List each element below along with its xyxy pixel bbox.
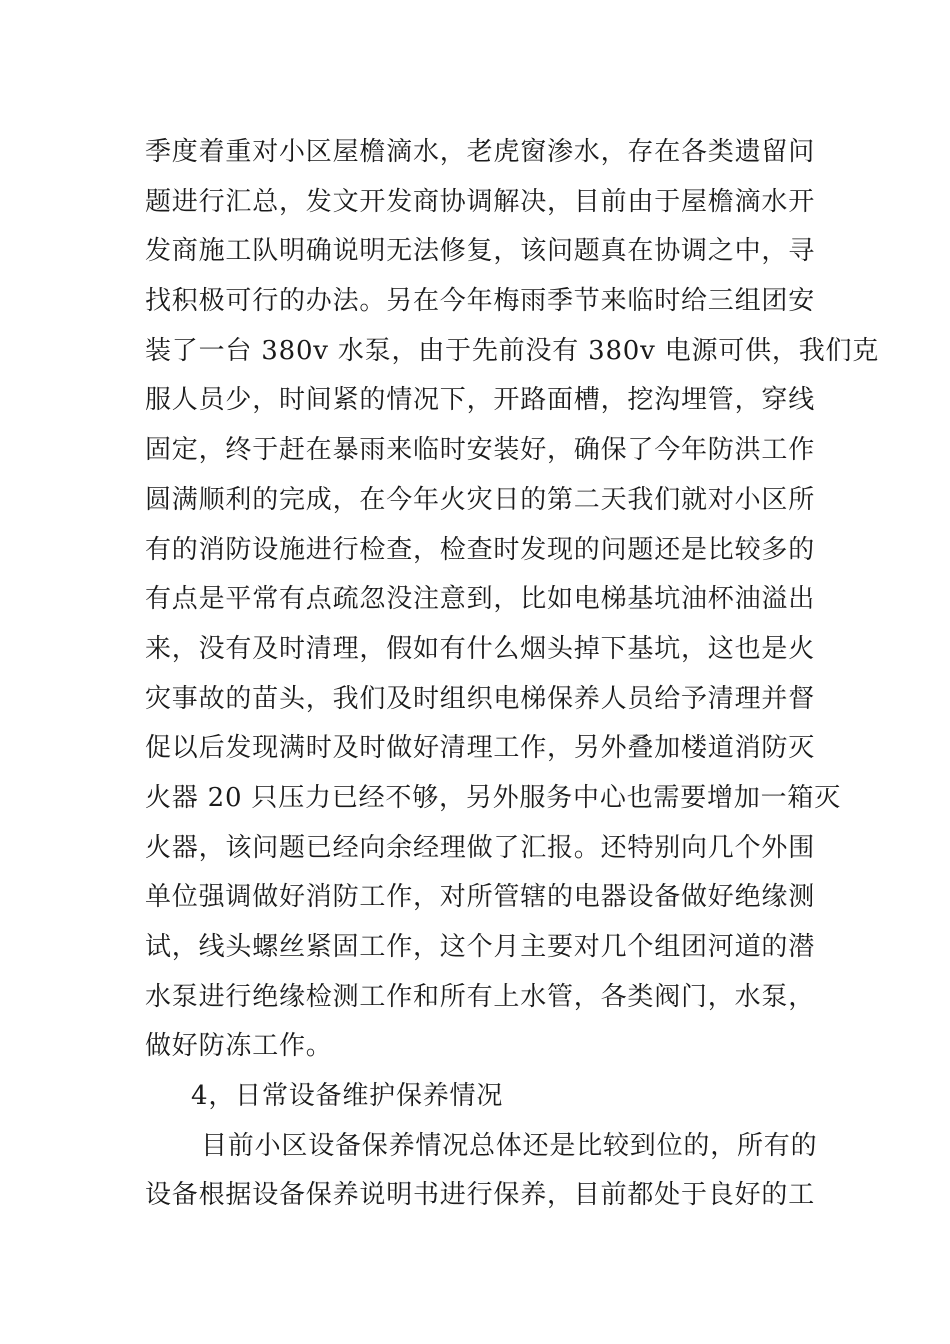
paragraph-line: 来，没有及时清理，假如有什么烟头掉下基坑，这也是火: [145, 633, 816, 664]
paragraph-line: 试，线头螺丝紧固工作，这个月主要对几个组团河道的潜: [145, 932, 816, 962]
paragraph-line: 有的消防设施进行检查，检查时发现的问题还是比较多的: [145, 534, 816, 565]
paragraph-line: 单位强调做好消防工作，对所管辖的电器设备做好绝缘测: [145, 882, 816, 913]
paragraph-line: 服人员少，时间紧的情况下，开路面槽，挖沟埋管，穿线: [145, 385, 816, 416]
paragraph-line: 水泵进行绝缘检测工作和所有上水管，各类阀门，水泵，: [145, 981, 816, 1012]
paragraph-line: 促以后发现满时及时做好清理工作，另外叠加楼道消防灭: [145, 733, 816, 764]
document-body: [145, 128, 880, 1221]
paragraph-line: 发商施工队明确说明无法修复，该问题真在协调之中，寻: [145, 236, 816, 267]
paragraph-line: 火器，该问题已经向余经理做了汇报。还特别向几个外围: [145, 832, 816, 863]
section-paragraph-line: 设备根据设备保养说明书进行保养，目前都处于良好的工: [145, 1180, 816, 1211]
paragraph-line: 装了一台 380v 水泵，由于先前没有 380v 电源可供，我们克: [145, 335, 880, 366]
paragraph-line: 做好防冻工作。: [145, 1031, 333, 1062]
paragraph-line: 题进行汇总，发文开发商协调解决，目前由于屋檐滴水开: [145, 186, 816, 217]
section-heading: 4，日常设备维护保养情况: [191, 1081, 504, 1112]
paragraph-line: 固定，终于赶在暴雨来临时安装好，确保了今年防洪工作: [145, 435, 816, 466]
paragraph-line: 火器 20 只压力已经不够，另外服务中心也需要增加一箱灭: [145, 782, 842, 813]
section-paragraph-line: 目前小区设备保养情况总体还是比较到位的，所有的: [201, 1130, 818, 1161]
paragraph-line: 圆满顺利的完成，在今年火灾日的第二天我们就对小区所: [145, 484, 816, 515]
paragraph-line: 找积极可行的办法。另在今年梅雨季节来临时给三组团安: [145, 286, 816, 317]
paragraph-line: 季度着重对小区屋檐滴水，老虎窗渗水，存在各类遗留问: [145, 137, 816, 167]
paragraph-line: 灾事故的苗头，我们及时组织电梯保养人员给予清理并督: [145, 683, 816, 714]
paragraph-line: 有点是平常有点疏忽没注意到，比如电梯基坑油杯油溢出: [145, 584, 816, 615]
